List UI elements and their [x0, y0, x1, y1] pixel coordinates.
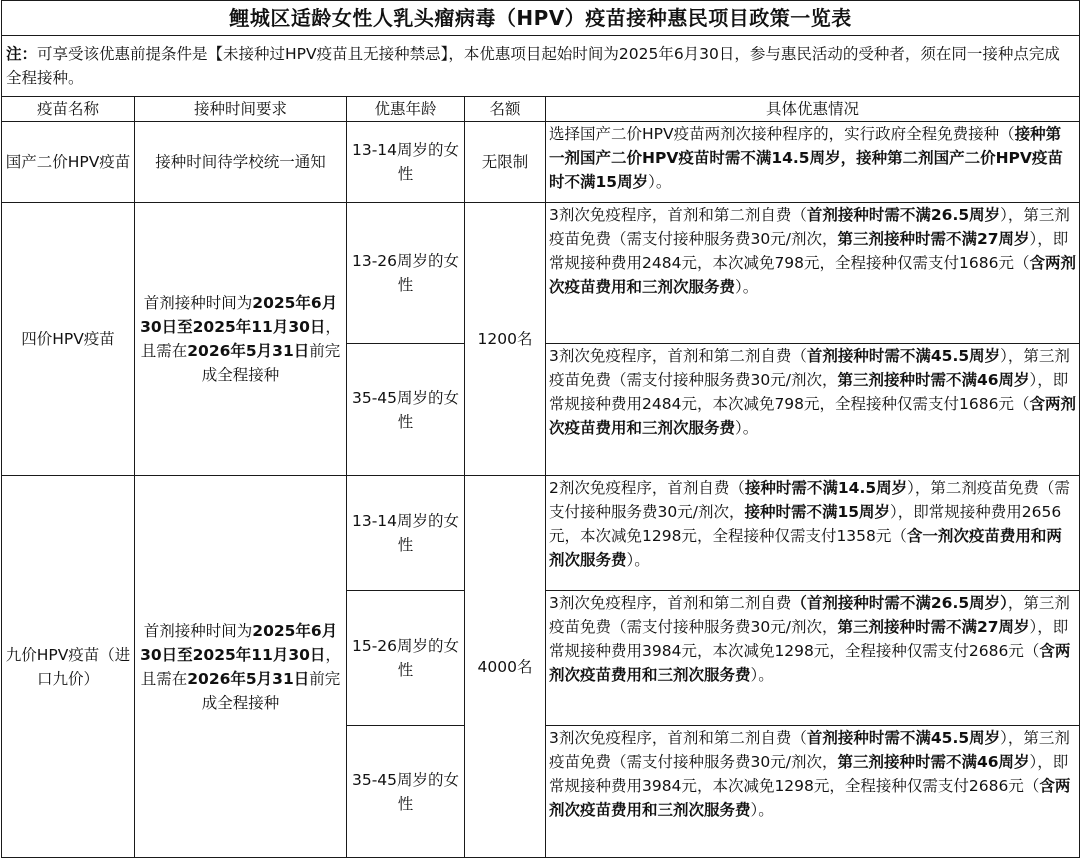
body-text: ），即常规接种费用3984元，本次减免1298元，全程接种仅需支付2686元（ [549, 753, 1069, 795]
note-label: 注： [6, 45, 38, 63]
body-text: 3剂次免疫程序，首剂和第二剂自费（ [549, 729, 807, 747]
age-cell: 35-45周岁的女性 [347, 344, 465, 476]
quota-cell: 4000名 [465, 476, 546, 858]
body-text: ），即常规接种费用2484元，本次减免798元，全程接种仅需支付1686元（ [549, 230, 1069, 272]
body-text: 前完成全程接种 [201, 342, 341, 384]
detail-cell [546, 726, 1080, 858]
emphasis-text: 第三剂接种时需不满46周岁 [837, 753, 1030, 771]
vaccine-name-cell: 四价HPV疫苗 [2, 203, 135, 476]
emphasis-text: 2026年5月31日 [187, 669, 310, 688]
vaccine-name-cell: 国产二价HPV疫苗 [2, 122, 135, 203]
age-cell: 13-26周岁的女性 [347, 203, 465, 344]
emphasis-text: （首剂接种时需不满26.5周岁） [791, 594, 1008, 612]
body-text: ），即常规接种费用2484元，本次减免798元，全程接种仅需支付1686元（ [549, 371, 1069, 413]
emphasis-text: 2025年6月30日至2025年11月30日 [140, 621, 338, 664]
quota-cell: 无限制 [465, 122, 546, 203]
body-text: 选择国产二价HPV疫苗两剂次接种程序的，实行政府全程免费接种（ [549, 125, 1015, 143]
body-text: 3剂次免疫程序，首剂和第二剂自费（ [549, 206, 807, 224]
table-row [2, 122, 1080, 203]
body-text: ，且需在 [140, 645, 341, 688]
policy-table [1, 0, 1080, 858]
body-text: ），第二剂疫苗免费（需支付接种服务费30元/剂次， [549, 479, 1070, 521]
body-text: ，第三剂疫苗免费（需支付接种服务费30元/剂次， [549, 594, 1070, 636]
emphasis-text: 第三剂接种时需不满27周岁 [837, 618, 1030, 636]
emphasis-text: 接种第一剂国产二价HPV疫苗时需不满14.5周岁，接种第二剂国产二价HPV疫苗时不满15周岁 [549, 125, 1063, 191]
detail-cell [546, 476, 1080, 591]
body-text: ）。 [735, 278, 759, 296]
body-text: ）。 [626, 551, 650, 569]
emphasis-text: 首剂接种时需不满26.5周岁 [806, 206, 1001, 224]
body-text: 首剂接种时间为 [143, 621, 253, 640]
time-requirement-cell [135, 476, 347, 858]
emphasis-text: 含两剂次疫苗费用和三剂次服务费 [549, 395, 1076, 437]
time-requirement-cell: 接种时间待学校统一通知 [135, 122, 347, 203]
table-row [2, 476, 1080, 591]
emphasis-text: 首剂接种时需不满45.5周岁 [806, 729, 1001, 747]
page-title: 鲤城区适龄女性人乳头瘤病毒（HPV）疫苗接种惠民项目政策一览表 [2, 1, 1080, 36]
emphasis-text: 接种时需不满15周岁 [744, 503, 891, 521]
body-text: ）。 [750, 666, 774, 684]
detail-cell [546, 591, 1080, 726]
age-cell: 13-14周岁的女性 [347, 122, 465, 203]
emphasis-text: 2025年6月30日至2025年11月30日 [140, 294, 338, 336]
header-vaccine-name: 疫苗名称 [2, 97, 135, 122]
body-text: ，且需在 [140, 318, 341, 360]
emphasis-text: 2026年5月31日 [187, 342, 310, 360]
detail-cell [546, 344, 1080, 476]
body-text: ），第三剂疫苗免费（需支付接种服务费30元/剂次， [549, 347, 1070, 389]
body-text: ）。 [735, 419, 759, 437]
age-cell: 13-14周岁的女性 [347, 476, 465, 591]
note-text: 可享受该优惠前提条件是【未接种过HPV疫苗且无接种禁忌】，本优惠项目起始时间为2025年6月30日，参与惠民活动的受种者，须在同一接种点完成全程接种。 [6, 45, 1060, 87]
emphasis-text: 含两剂次疫苗费用和三剂次服务费 [549, 254, 1076, 296]
table-row [2, 203, 1080, 344]
body-text: ），第三剂疫苗免费（需支付接种服务费30元/剂次， [549, 729, 1070, 771]
body-text: 3剂次免疫程序，首剂和第二剂自费 [549, 594, 792, 612]
header-quota: 名额 [465, 97, 546, 122]
age-cell: 35-45周岁的女性 [347, 726, 465, 858]
body-text: 2剂次免疫程序，首剂自费（ [549, 479, 745, 497]
body-text: ）。 [750, 801, 774, 819]
body-text: 前完成全程接种 [201, 669, 341, 712]
policy-note [2, 36, 1080, 97]
body-text: ），即常规接种费用3984元，本次减免1298元，全程接种仅需支付2686元（ [549, 618, 1069, 660]
emphasis-text: 第三剂接种时需不满46周岁 [837, 371, 1030, 389]
emphasis-text: 含两剂次疫苗费用和三剂次服务费 [549, 642, 1071, 684]
vaccine-name-cell: 九价HPV疫苗（进口九价） [2, 476, 135, 858]
quota-cell: 1200名 [465, 203, 546, 476]
body-text: ），即常规接种费用2656元，本次减免1298元，全程接种仅需支付1358元（ [549, 503, 1062, 545]
header-time-requirement: 接种时间要求 [135, 97, 347, 122]
body-text: 首剂接种时间为 [143, 294, 253, 312]
detail-cell [546, 203, 1080, 344]
header-details: 具体优惠情况 [546, 97, 1080, 122]
body-text: ）。 [648, 173, 672, 191]
emphasis-text: 接种时需不满14.5周岁 [744, 479, 908, 497]
detail-cell [546, 122, 1080, 203]
emphasis-text: 首剂接种时需不满45.5周岁 [806, 347, 1001, 365]
emphasis-text: 第三剂接种时需不满27周岁 [837, 230, 1030, 248]
header-age: 优惠年龄 [347, 97, 465, 122]
header-row [2, 97, 1080, 122]
emphasis-text: 含一剂次疫苗费用和两剂次服务费 [549, 527, 1062, 569]
time-requirement-cell [135, 203, 347, 476]
age-cell: 15-26周岁的女性 [347, 591, 465, 726]
body-text: ），第三剂疫苗免费（需支付接种服务费30元/剂次， [549, 206, 1070, 248]
emphasis-text: 含两剂次疫苗费用和三剂次服务费 [549, 777, 1071, 819]
body-text: 3剂次免疫程序，首剂和第二剂自费（ [549, 347, 807, 365]
